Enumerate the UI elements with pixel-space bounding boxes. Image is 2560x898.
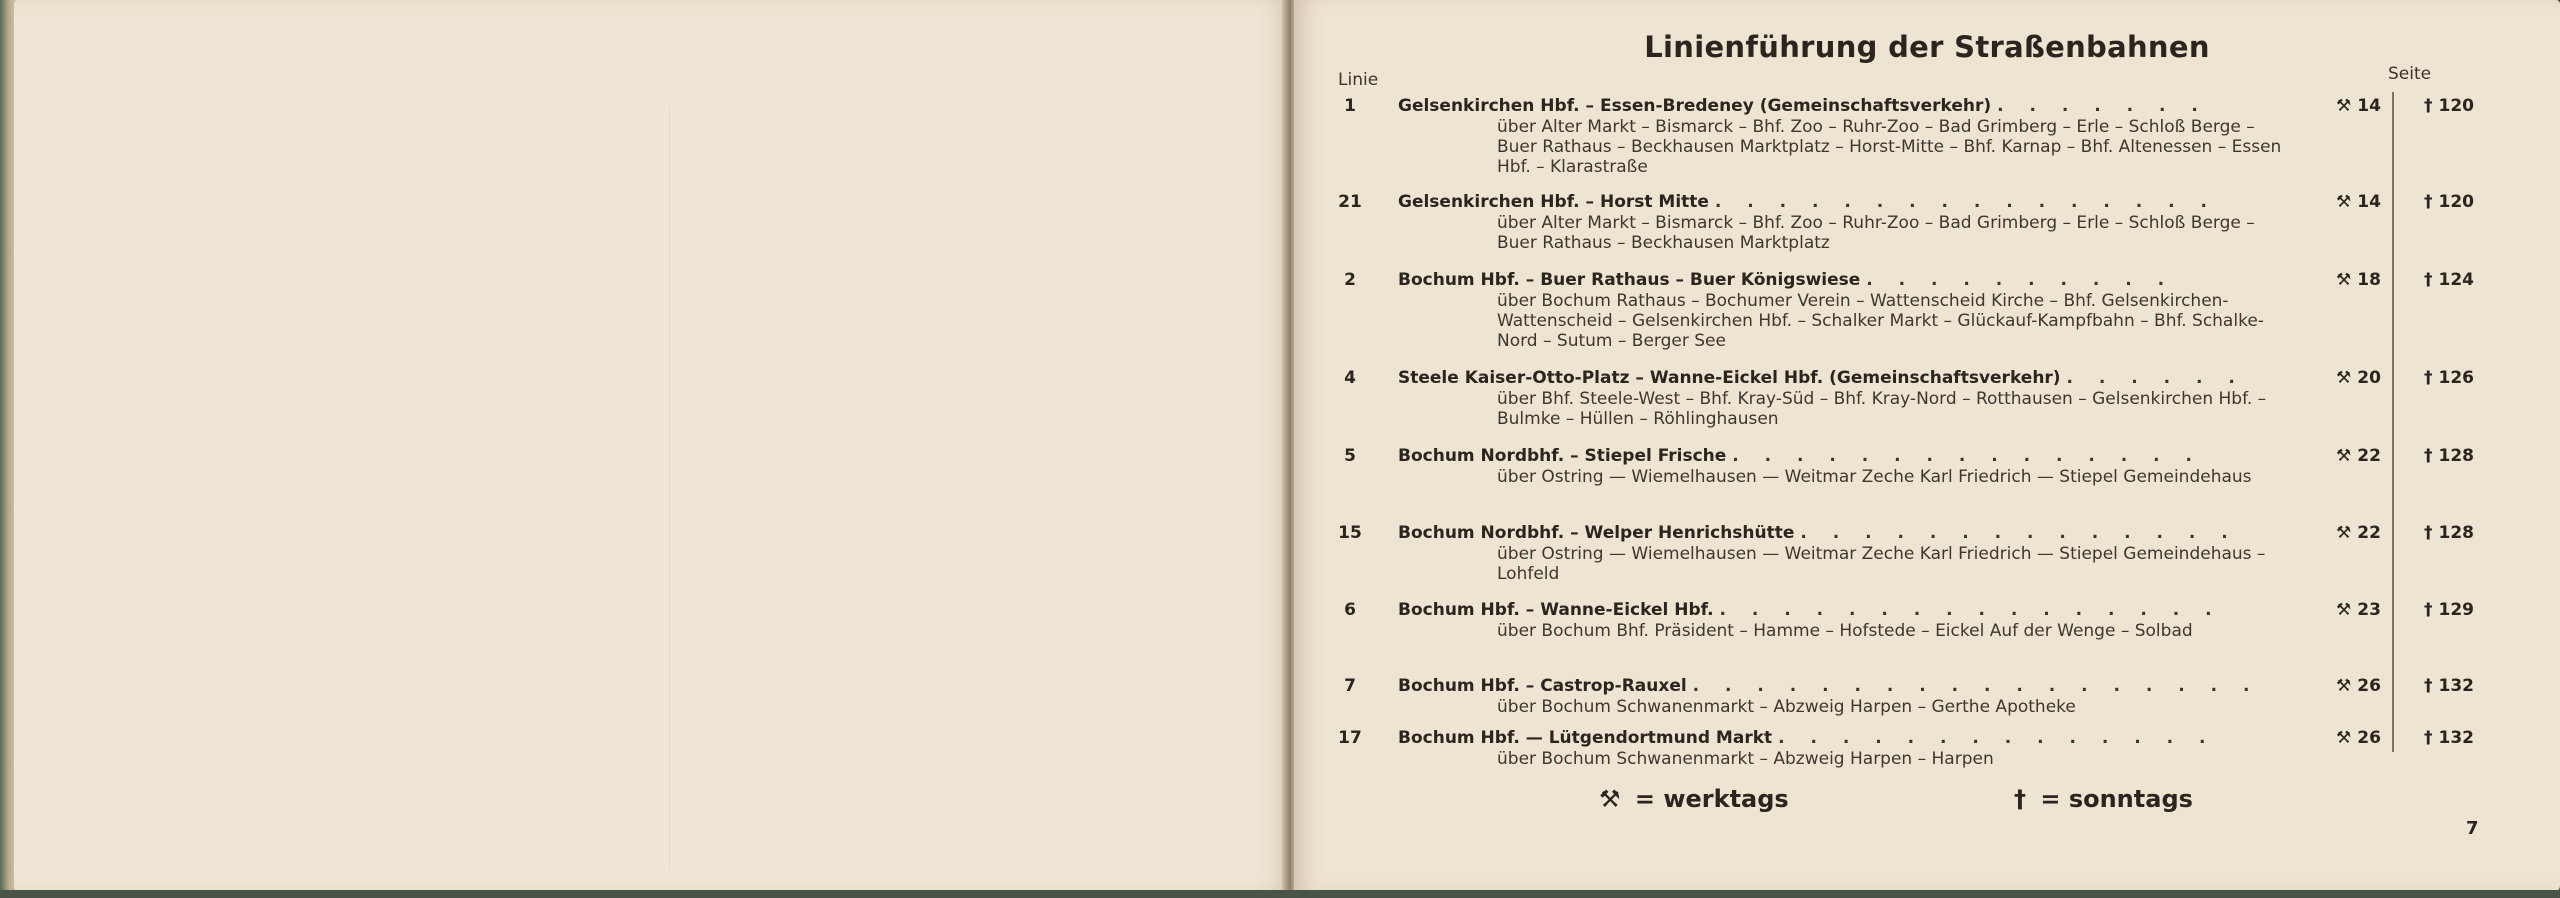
legend-sunday: † = sonntags [2014,785,2193,813]
hammer-pick-icon: ⚒ [2336,600,2352,620]
weekday-page: ⚒ 14 [2336,96,2381,116]
weekday-page: ⚒ 26 [2336,676,2381,696]
line-number: 2 [1344,270,1356,290]
route-title: Bochum Nordbhf. – Welper Henrichshütte . . . . . . . . . . . . . . [1398,523,2238,543]
line-number: 5 [1344,446,1356,466]
dagger-cross-icon: † [2424,523,2433,543]
route-via: über Bochum Bhf. Präsident – Hamme – Hofstede – Eickel Auf der Wenge – Solbad [1497,621,2193,641]
sunday-page: † 120 [2424,192,2474,212]
hammer-pick-icon: ⚒ [2336,676,2352,696]
route-via: über Bhf. Steele-West – Bhf. Kray-Süd – Bhf. Kray-Nord – Rotthausen – Gelsenkirchen Hbf. – Bulmke – Hüllen – Röhlinghausen [1497,389,2267,429]
dagger-cross-icon: † [2424,96,2433,116]
right-page [1294,0,2560,892]
weekday-page: ⚒ 26 [2336,728,2381,748]
dagger-cross-icon: † [2424,192,2433,212]
route-via: über Ostring — Wiemelhausen — Weitmar Zeche Karl Friedrich — Stiepel Gemeindehaus [1497,467,2252,487]
hammer-pick-icon: ⚒ [2336,270,2352,290]
dagger-cross-icon: † [2424,600,2433,620]
show-through-ghost [744,48,1164,88]
line-number: 17 [1338,728,1362,748]
line-number: 1 [1344,96,1356,116]
sunday-page: † 124 [2424,270,2474,290]
route-via: über Bochum Rathaus – Bochumer Verein – Wattenscheid Kirche – Bhf. Gelsenkirchen-Wattenscheid – Gelsenkirchen Hbf. – Schalker Markt – Glückauf-Kampfbahn – Bhf. Schalke-Nord – Sutum – Berger See [1497,291,2264,351]
line-number: 4 [1344,368,1356,388]
page-title: Linienführung der Straßenbahnen [1644,30,2210,64]
dagger-cross-icon: † [2014,785,2026,813]
route-via: über Alter Markt – Bismarck – Bhf. Zoo – Ruhr-Zoo – Bad Grimberg – Erle – Schloß Berge – Buer Rathaus – Beckhausen Marktplatz – Horst-Mitte – Bhf. Karnap – Bhf. Altenessen – Essen Hbf. – Klarastraße [1497,117,2282,177]
hammer-pick-icon: ⚒ [2336,368,2352,388]
route-title: Bochum Hbf. — Lütgendortmund Markt . . . . . . . . . . . . . . [1398,728,2216,748]
route-title: Gelsenkirchen Hbf. – Horst Mitte . . . . . . . . . . . . . . . . [1398,192,2217,212]
route-title: Bochum Hbf. – Buer Rathaus – Buer Königswiese . . . . . . . . . . [1398,270,2175,290]
route-via: über Bochum Schwanenmarkt – Abzweig Harpen – Gerthe Apotheke [1497,697,2076,717]
line-number: 15 [1338,523,1362,543]
route-title: Steele Kaiser-Otto-Platz – Wanne-Eickel Hbf. (Gemeinschaftsverkehr) . . . . . . [1398,368,2245,388]
sunday-page: † 132 [2424,728,2474,748]
line-number: 7 [1344,676,1356,696]
column-header-seite: Seite [2388,64,2432,84]
dagger-cross-icon: † [2424,676,2433,696]
route-via: über Bochum Schwanenmarkt – Abzweig Harpen – Harpen [1497,749,1994,769]
hammer-pick-icon: ⚒ [1599,785,1621,813]
hammer-pick-icon: ⚒ [2336,523,2352,543]
column-header-linie: Linie [1338,70,1379,90]
hammer-pick-icon: ⚒ [2336,728,2352,748]
weekday-page: ⚒ 22 [2336,446,2381,466]
show-through-line [669,108,670,868]
route-via: über Alter Markt – Bismarck – Bhf. Zoo – Ruhr-Zoo – Bad Grimberg – Erle – Schloß Berge – Buer Rathaus – Beckhausen Marktplatz [1497,213,2255,253]
route-title: Bochum Hbf. – Wanne-Eickel Hbf. . . . . . . . . . . . . . . . . [1398,600,2222,620]
left-page-blank [14,0,1290,892]
route-via: über Ostring — Wiemelhausen — Weitmar Zeche Karl Friedrich — Stiepel Gemeindehaus – Lohfeld [1497,544,2266,584]
weekday-page: ⚒ 18 [2336,270,2381,290]
sunday-page: † 128 [2424,446,2474,466]
line-number: 21 [1338,192,1362,212]
weekday-page: ⚒ 14 [2336,192,2381,212]
sunday-page: † 129 [2424,600,2474,620]
page-column-divider [2392,92,2394,752]
legend-weekday: ⚒ = werktags [1599,785,1789,813]
sunday-page: † 128 [2424,523,2474,543]
weekday-page: ⚒ 22 [2336,523,2381,543]
route-title: Bochum Nordbhf. – Stiepel Frische . . . . . . . . . . . . . . . [1398,446,2202,466]
weekday-page: ⚒ 23 [2336,600,2381,620]
background-strip [0,890,2560,898]
route-title: Bochum Hbf. – Castrop-Rauxel . . . . . . . . . . . . . . . . . . [1398,676,2260,696]
page-number: 7 [2466,818,2479,839]
hammer-pick-icon: ⚒ [2336,446,2352,466]
sunday-page: † 120 [2424,96,2474,116]
hammer-pick-icon: ⚒ [2336,192,2352,212]
weekday-page: ⚒ 20 [2336,368,2381,388]
dagger-cross-icon: † [2424,728,2433,748]
sunday-page: † 126 [2424,368,2474,388]
sunday-page: † 132 [2424,676,2474,696]
line-number: 6 [1344,600,1356,620]
route-title: Gelsenkirchen Hbf. – Essen-Bredeney (Gemeinschaftsverkehr) . . . . . . . [1398,96,2208,116]
dagger-cross-icon: † [2424,270,2433,290]
dagger-cross-icon: † [2424,368,2433,388]
hammer-pick-icon: ⚒ [2336,96,2352,116]
dagger-cross-icon: † [2424,446,2433,466]
